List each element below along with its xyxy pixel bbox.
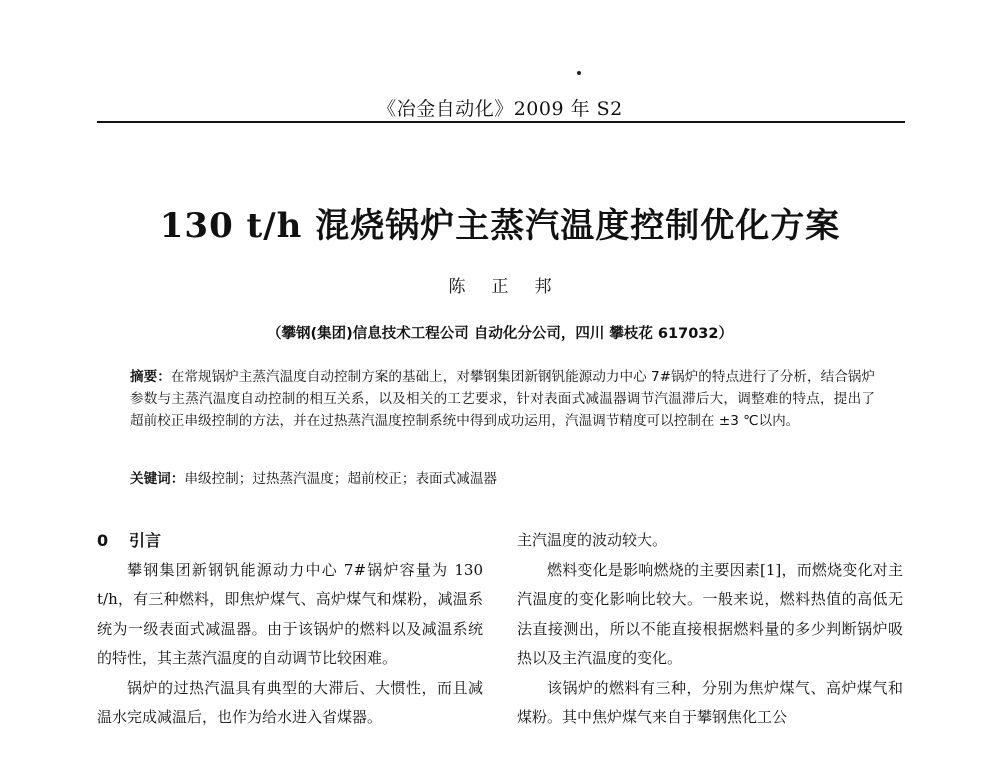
author-name: 陈正邦 (448, 277, 578, 297)
abstract (130, 366, 875, 432)
abstract-text: 在常规锅炉主蒸汽温度自动控制方案的基础上，对攀钢集团新钢钒能源动力中心 7#锅炉的特点进行了分析，结合锅炉参数与主蒸汽温度自动控制的相互关系，以及相关的工艺要求，针对表面式减温器调节汽温滞后大，调整难的特点，提出了超前校正串级控制的方法，并在过热蒸汽温度控制系统中得到成功运用，汽温调节精度可以控制在 ±3 ℃以内。 (130, 369, 876, 429)
paper-title: 130 t/h 混烧锅炉主蒸汽温度控制优化方案 (159, 206, 841, 246)
paragraph: 攀钢集团新钢钒能源动力中心 7#锅炉容量为 130 t/h，有三种燃料，即焦炉煤气、高炉煤气和煤粉，减温系统为一级表面式减温器。由于该锅炉的燃料以及减温系统的特性，其主蒸汽温度的自动调节比较困难。 (97, 560, 483, 667)
section-number: 0 (97, 531, 109, 550)
header-rule (97, 121, 905, 123)
paragraph: 燃料变化是影响燃烧的主要因素[1]，而燃烧变化对主汽温度的变化影响比较大。一般来说，燃料热值的高低无法直接测出，所以不能直接根据燃料量的多少判断锅炉吸热以及主汽温度的变化。 (517, 560, 903, 667)
abstract-label: 摘要： (130, 369, 171, 385)
paragraph: 该锅炉的燃料有三种，分别为焦炉煤气、高炉煤气和煤粉。其中焦炉煤气来自于攀钢焦化工公 (517, 678, 903, 726)
keywords-text: 串级控制；过热蒸汽温度；超前校正；表面式减温器 (184, 471, 498, 487)
keywords (130, 468, 875, 490)
paragraph: 主汽温度的波动较大。 (517, 531, 668, 549)
affiliation: （攀钢(集团)信息技术工程公司 自动化分公司，四川 攀枝花 617032） (267, 326, 733, 342)
left-column (97, 526, 483, 733)
keywords-label: 关键词： (130, 471, 185, 487)
paragraph: 锅炉的过热汽温具有典型的大滞后、大惯性，而且减温水完成减温后，也作为给水进入省煤器。 (97, 678, 483, 726)
section-heading (97, 526, 483, 556)
right-column (517, 526, 903, 733)
journal-header: 《冶金自动化》2009 年 S2 (377, 98, 623, 120)
header-mark-dot (577, 71, 581, 75)
section-title: 引言 (129, 531, 162, 550)
